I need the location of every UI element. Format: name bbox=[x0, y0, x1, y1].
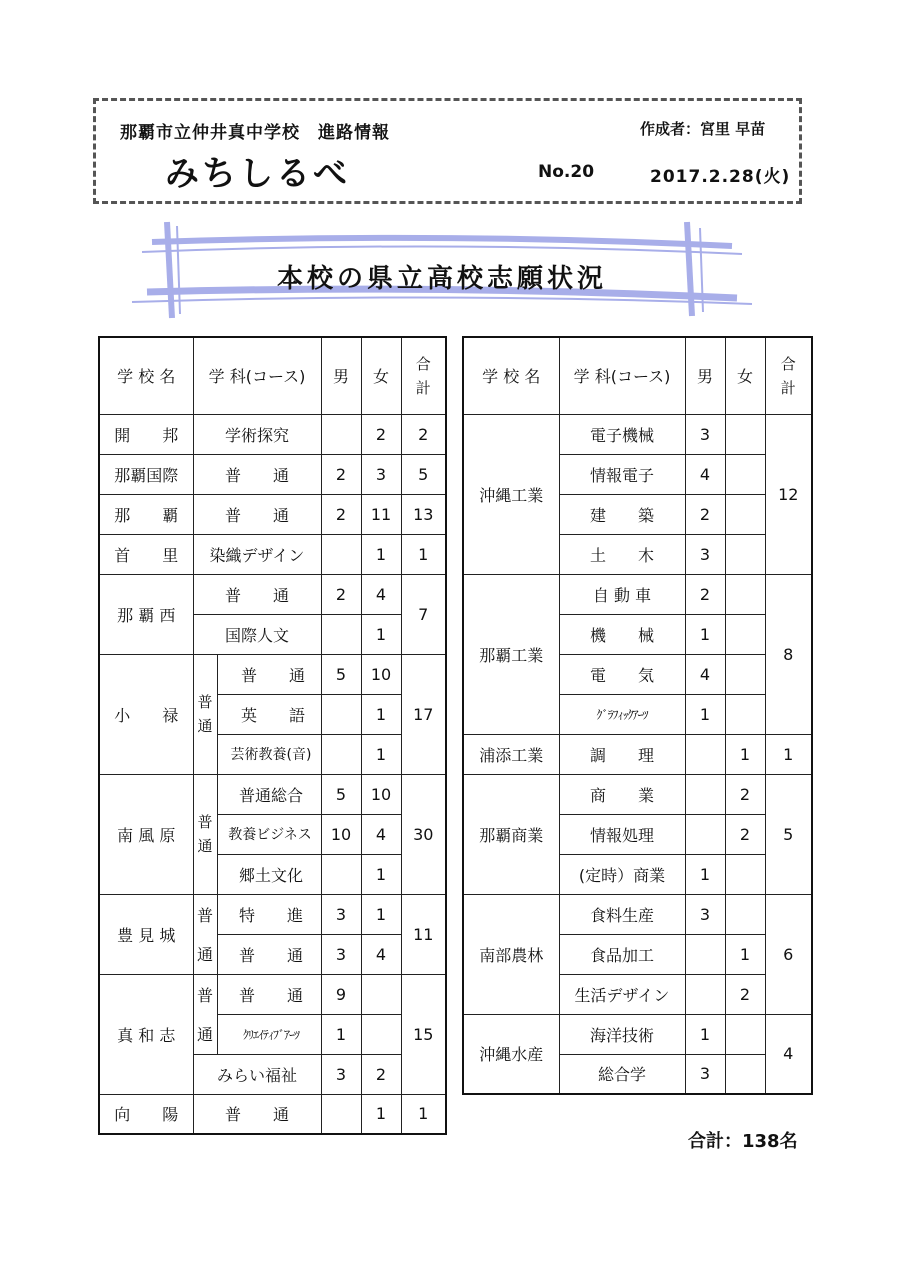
course-cell: 学術探究 bbox=[193, 414, 321, 454]
header-course: 学 科(コース) bbox=[559, 337, 685, 414]
female-cell: 10 bbox=[361, 654, 401, 694]
table-row bbox=[463, 894, 812, 934]
course-cell: 自 動 車 bbox=[559, 574, 685, 614]
course-cell: 普 通 bbox=[217, 934, 321, 974]
table-row bbox=[99, 414, 446, 454]
course-cell: 調 理 bbox=[559, 734, 685, 774]
male-cell: 3 bbox=[685, 1054, 725, 1094]
female-cell bbox=[725, 1054, 765, 1094]
issue-date: 2017.2.28(火) bbox=[650, 167, 791, 187]
newsletter-title: みちしるべ bbox=[165, 154, 350, 194]
female-cell: 1 bbox=[725, 934, 765, 974]
banner-title: 本校の県立高校志願状況 bbox=[276, 264, 607, 294]
total-cell: 5 bbox=[765, 774, 812, 894]
header-total: 合 計 bbox=[401, 337, 446, 414]
male-cell bbox=[321, 1094, 361, 1134]
male-cell: 5 bbox=[321, 654, 361, 694]
school-cell: 小 禄 bbox=[99, 654, 193, 774]
male-cell: 2 bbox=[685, 494, 725, 534]
female-cell bbox=[725, 414, 765, 454]
male-cell: 1 bbox=[685, 854, 725, 894]
header-school: 学 校 名 bbox=[463, 337, 559, 414]
male-cell: 2 bbox=[321, 494, 361, 534]
male-cell: 2 bbox=[685, 574, 725, 614]
header-male: 男 bbox=[321, 337, 361, 414]
course-cell: 普 通 bbox=[193, 454, 321, 494]
course-cell: 食品加工 bbox=[559, 934, 685, 974]
table-row bbox=[99, 534, 446, 574]
total-cell: 8 bbox=[765, 574, 812, 734]
school-cell: 那覇工業 bbox=[463, 574, 559, 734]
course-cell: ｸﾘｴｲﾃｨﾌﾞｱｰﾂ bbox=[217, 1014, 321, 1054]
female-cell bbox=[725, 614, 765, 654]
group-cell: 普 通 bbox=[193, 774, 217, 894]
school-cell: 那覇商業 bbox=[463, 774, 559, 894]
female-cell: 4 bbox=[361, 934, 401, 974]
course-cell: 染織デザイン bbox=[193, 534, 321, 574]
school-cell: 向 陽 bbox=[99, 1094, 193, 1134]
applications-table-right bbox=[462, 336, 813, 1095]
course-cell: 電 気 bbox=[559, 654, 685, 694]
female-cell bbox=[725, 534, 765, 574]
course-cell: 普通総合 bbox=[217, 774, 321, 814]
school-cell: 沖縄水産 bbox=[463, 1014, 559, 1094]
grand-total: 合計：138名 bbox=[688, 1131, 798, 1152]
table-row bbox=[463, 574, 812, 614]
school-cell: 豊 見 城 bbox=[99, 894, 193, 974]
group-cell: 普 bbox=[193, 894, 217, 934]
table-row bbox=[99, 974, 446, 1014]
school-cell: 浦添工業 bbox=[463, 734, 559, 774]
male-cell: 4 bbox=[685, 454, 725, 494]
total-cell: 1 bbox=[765, 734, 812, 774]
male-cell: 3 bbox=[321, 1054, 361, 1094]
female-cell bbox=[725, 454, 765, 494]
female-cell bbox=[725, 894, 765, 934]
group-cell: 普 bbox=[193, 974, 217, 1014]
course-cell: 普 通 bbox=[217, 974, 321, 1014]
male-cell bbox=[321, 614, 361, 654]
table-row bbox=[99, 894, 446, 934]
table-row bbox=[99, 494, 446, 534]
female-cell: 2 bbox=[725, 974, 765, 1014]
female-cell bbox=[361, 974, 401, 1014]
total-cell: 11 bbox=[401, 894, 446, 974]
male-cell: 3 bbox=[321, 894, 361, 934]
course-cell: 海洋技術 bbox=[559, 1014, 685, 1054]
school-cell: 南部農林 bbox=[463, 894, 559, 1014]
male-cell: 1 bbox=[321, 1014, 361, 1054]
total-cell: 1 bbox=[401, 1094, 446, 1134]
female-cell: 2 bbox=[725, 774, 765, 814]
male-cell bbox=[321, 854, 361, 894]
course-cell: 建 築 bbox=[559, 494, 685, 534]
table-row bbox=[99, 654, 446, 694]
table-row bbox=[99, 774, 446, 814]
school-cell: 真 和 志 bbox=[99, 974, 193, 1094]
female-cell: 3 bbox=[361, 454, 401, 494]
male-cell bbox=[321, 694, 361, 734]
course-cell: 普 通 bbox=[193, 574, 321, 614]
course-cell: 電子機械 bbox=[559, 414, 685, 454]
table-row bbox=[463, 734, 812, 774]
course-cell: 土 木 bbox=[559, 534, 685, 574]
table-header-row bbox=[99, 337, 446, 414]
school-cell: 那 覇 西 bbox=[99, 574, 193, 654]
total-cell: 12 bbox=[765, 414, 812, 574]
table-row bbox=[463, 414, 812, 454]
course-cell: 生活デザイン bbox=[559, 974, 685, 1014]
total-cell: 1 bbox=[401, 534, 446, 574]
course-cell: 機 械 bbox=[559, 614, 685, 654]
applications-table-left bbox=[98, 336, 447, 1135]
course-cell: 食料生産 bbox=[559, 894, 685, 934]
course-cell: (定時）商業 bbox=[559, 854, 685, 894]
male-cell: 1 bbox=[685, 694, 725, 734]
total-cell: 17 bbox=[401, 654, 446, 774]
male-cell: 3 bbox=[685, 534, 725, 574]
header-school: 学 校 名 bbox=[99, 337, 193, 414]
male-cell: 10 bbox=[321, 814, 361, 854]
male-cell bbox=[685, 814, 725, 854]
female-cell bbox=[725, 1014, 765, 1054]
female-cell: 11 bbox=[361, 494, 401, 534]
school-cell: 那 覇 bbox=[99, 494, 193, 534]
total-cell: 7 bbox=[401, 574, 446, 654]
header-female: 女 bbox=[361, 337, 401, 414]
issue-number: No.20 bbox=[538, 162, 595, 182]
female-cell: 1 bbox=[361, 614, 401, 654]
school-cell: 那覇国際 bbox=[99, 454, 193, 494]
header-male: 男 bbox=[685, 337, 725, 414]
course-cell: 郷土文化 bbox=[217, 854, 321, 894]
header-total: 合 計 bbox=[765, 337, 812, 414]
course-cell: みらい福祉 bbox=[193, 1054, 321, 1094]
school-name: 那覇市立仲井真中学校 進路情報 bbox=[120, 123, 390, 143]
group-cell: 通 bbox=[193, 934, 217, 974]
male-cell bbox=[685, 934, 725, 974]
total-cell: 13 bbox=[401, 494, 446, 534]
female-cell bbox=[361, 1014, 401, 1054]
table-header-row bbox=[463, 337, 812, 414]
school-cell: 南 風 原 bbox=[99, 774, 193, 894]
female-cell: 1 bbox=[725, 734, 765, 774]
male-cell: 3 bbox=[685, 894, 725, 934]
female-cell bbox=[725, 694, 765, 734]
female-cell: 1 bbox=[361, 534, 401, 574]
male-cell bbox=[321, 734, 361, 774]
female-cell bbox=[725, 654, 765, 694]
header-course: 学 科(コース) bbox=[193, 337, 321, 414]
male-cell: 3 bbox=[685, 414, 725, 454]
school-cell: 首 里 bbox=[99, 534, 193, 574]
female-cell: 1 bbox=[361, 694, 401, 734]
female-cell: 10 bbox=[361, 774, 401, 814]
female-cell: 4 bbox=[361, 814, 401, 854]
author: 作成者：宮里 早苗 bbox=[640, 120, 766, 138]
female-cell: 2 bbox=[361, 414, 401, 454]
male-cell bbox=[321, 414, 361, 454]
total-cell: 5 bbox=[401, 454, 446, 494]
male-cell: 5 bbox=[321, 774, 361, 814]
female-cell: 1 bbox=[361, 854, 401, 894]
table-row bbox=[99, 1094, 446, 1134]
course-cell: 普 通 bbox=[193, 494, 321, 534]
male-cell: 2 bbox=[321, 454, 361, 494]
school-cell: 開 邦 bbox=[99, 414, 193, 454]
male-cell: 1 bbox=[685, 614, 725, 654]
course-cell: 特 進 bbox=[217, 894, 321, 934]
male-cell: 3 bbox=[321, 934, 361, 974]
course-cell: ｸﾞﾗﾌｨｯｸｱｰﾂ bbox=[559, 694, 685, 734]
course-cell: 教養ビジネス bbox=[217, 814, 321, 854]
course-cell: 商 業 bbox=[559, 774, 685, 814]
female-cell: 1 bbox=[361, 734, 401, 774]
male-cell: 4 bbox=[685, 654, 725, 694]
female-cell bbox=[725, 574, 765, 614]
male-cell bbox=[685, 734, 725, 774]
male-cell: 9 bbox=[321, 974, 361, 1014]
course-cell: 普 通 bbox=[193, 1094, 321, 1134]
group-cell: 普 通 bbox=[193, 654, 217, 774]
female-cell: 4 bbox=[361, 574, 401, 614]
total-cell: 4 bbox=[765, 1014, 812, 1094]
total-cell: 2 bbox=[401, 414, 446, 454]
female-cell bbox=[725, 854, 765, 894]
table-row bbox=[463, 774, 812, 814]
female-cell: 1 bbox=[361, 894, 401, 934]
female-cell: 2 bbox=[361, 1054, 401, 1094]
course-cell: 芸術教養(音) bbox=[217, 734, 321, 774]
course-cell: 国際人文 bbox=[193, 614, 321, 654]
total-cell: 6 bbox=[765, 894, 812, 1014]
female-cell bbox=[725, 494, 765, 534]
course-cell: 情報電子 bbox=[559, 454, 685, 494]
female-cell: 1 bbox=[361, 1094, 401, 1134]
male-cell bbox=[321, 534, 361, 574]
male-cell: 2 bbox=[321, 574, 361, 614]
table-row bbox=[99, 574, 446, 614]
male-cell bbox=[685, 774, 725, 814]
group-cell: 通 bbox=[193, 1014, 217, 1054]
male-cell: 1 bbox=[685, 1014, 725, 1054]
total-cell: 30 bbox=[401, 774, 446, 894]
course-cell: 普 通 bbox=[217, 654, 321, 694]
male-cell bbox=[685, 974, 725, 1014]
table-row bbox=[463, 1014, 812, 1054]
school-cell: 沖縄工業 bbox=[463, 414, 559, 574]
course-cell: 総合学 bbox=[559, 1054, 685, 1094]
course-cell: 英 語 bbox=[217, 694, 321, 734]
course-cell: 情報処理 bbox=[559, 814, 685, 854]
total-cell: 15 bbox=[401, 974, 446, 1094]
female-cell: 2 bbox=[725, 814, 765, 854]
table-row bbox=[99, 454, 446, 494]
header-female: 女 bbox=[725, 337, 765, 414]
